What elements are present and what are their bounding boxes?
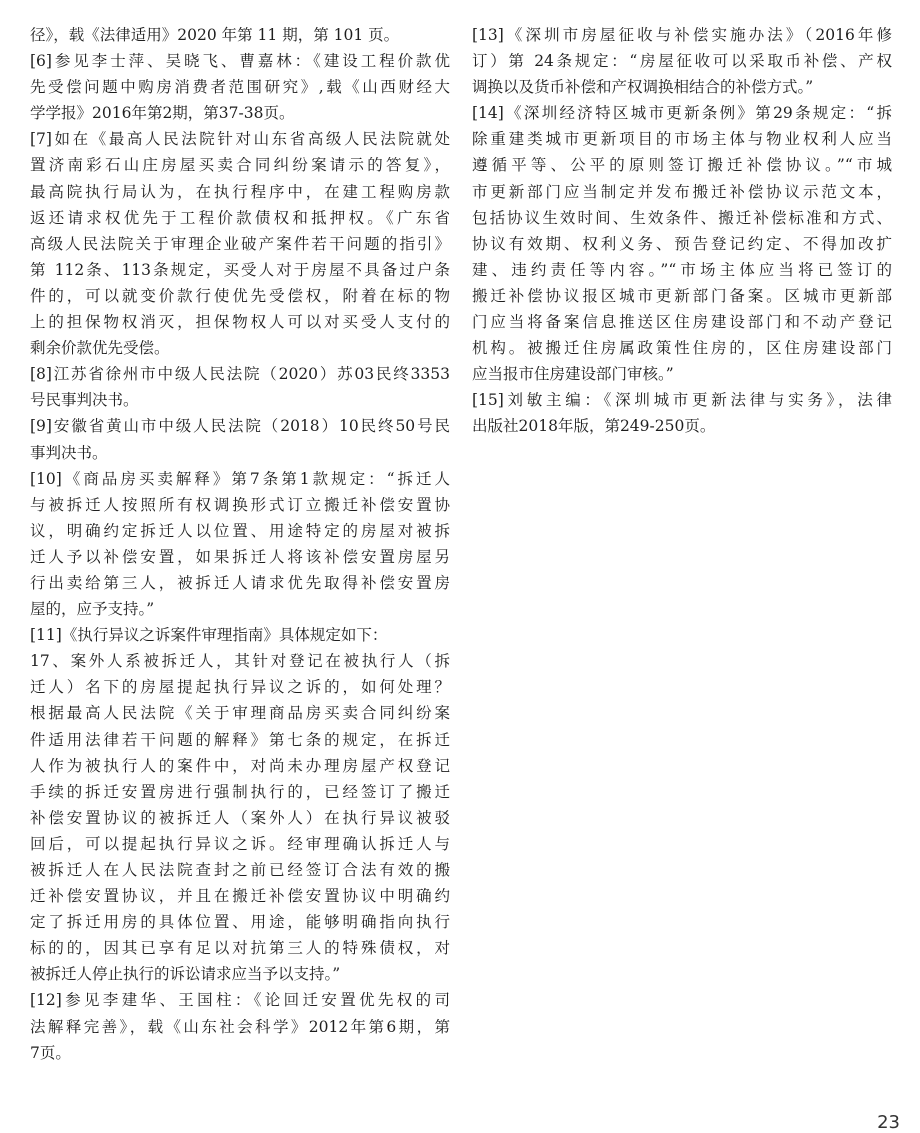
footnote-line: 建、违约责任等内容。”“市场主体应当将已签订的 xyxy=(472,260,892,279)
footnote-line: 包括协议生效时间、生效条件、搬迁补偿标准和方式、 xyxy=(472,208,892,227)
footnote-line: 上的担保物权消灭，担保物权人可以对买受人支付的 xyxy=(30,313,450,332)
footnote-line: 门应当将备案信息推送区住房建设部门和不动产登记 xyxy=(472,313,892,332)
footnote-line: [14]《深圳经济特区城市更新条例》第29条规定：“拆 xyxy=(472,104,892,123)
footnote-line: 定了拆迁用房的具体位置、用途，能够明确指向执行 xyxy=(30,913,450,932)
footnote-line: 手续的拆迁安置房进行强制执行的，已经签订了搬迁 xyxy=(30,782,450,801)
footnote-line: 遵循平等、公平的原则签订搬迁补偿协议。”“市城 xyxy=(472,156,892,175)
footnote-line: 高级人民法院关于审理企业破产案件若干问题的指引》 xyxy=(30,234,450,253)
footnote-line: 迁人）名下的房屋提起执行异议之诉的，如何处理？ xyxy=(30,678,450,697)
footnote-line: 学学报》2016年第2期，第37-38页。 xyxy=(30,104,295,123)
footnote-line: 搬迁补偿协议报区城市更新部门备案。区城市更新部 xyxy=(472,286,892,305)
footnote-line: 被拆迁人停止执行的诉讼请求应当予以支持。” xyxy=(30,965,341,984)
footnote-line: 议，明确约定拆迁人以位置、用途特定的房屋对被拆 xyxy=(30,521,450,540)
footnote-line: 7页。 xyxy=(30,1043,71,1062)
footnote-line: 17、案外人系被拆迁人，其针对登记在被执行人（拆 xyxy=(30,652,450,671)
footnote-line: 返还请求权优先于工程价款债权和抵押权。《广东省 xyxy=(30,208,450,227)
footnote-line: 补偿安置协议的被拆迁人（案外人）在执行异议被驳 xyxy=(30,808,450,827)
footnote-line: 订）第 24条规定：“房屋征收可以采取币补偿、产权 xyxy=(472,52,892,71)
footnote-line: 与被拆迁人按照所有权调换形式订立搬迁补偿安置协 xyxy=(30,495,450,514)
footnote-line: 行出卖给第三人，被拆迁人请求优先取得补偿安置房 xyxy=(30,573,450,592)
footnote-line: [11]《执行异议之诉案件审理指南》具体规定如下： xyxy=(30,626,388,645)
footnote-line: 标的的，因其已享有足以对抗第三人的特殊债权，对 xyxy=(30,939,450,958)
footnote-line: 出版社2018年版，第249-250页。 xyxy=(472,417,716,436)
footnote-line: [13]《深圳市房屋征收与补偿实施办法》（2016年修 xyxy=(472,26,892,44)
footnote-line: 市更新部门应当制定并发布搬迁补偿协议示范文本， xyxy=(472,182,892,201)
footnote-line: 剩余价款优先受偿。 xyxy=(30,339,170,358)
footnote-line: 法解释完善》，载《山东社会科学》2012年第6期，第 xyxy=(30,1017,450,1036)
footnote-line: 屋的，应予支持。” xyxy=(30,600,155,619)
footnote-line: 迁补偿安置协议，并且在搬迁补偿安置协议中明确约 xyxy=(30,887,450,906)
footnote-line: [15]刘敏主编：《深圳城市更新法律与实务》，法律 xyxy=(472,391,892,410)
footnote-line: [10]《商品房买卖解释》第7条第1款规定：“拆迁人 xyxy=(30,469,450,488)
footnotes-right-column xyxy=(472,22,892,440)
footnote-line: 迁人予以补偿安置，如果拆迁人将该补偿安置房屋另 xyxy=(30,547,450,566)
footnote-line: 应当报市住房建设部门审核。” xyxy=(472,365,674,384)
footnote-line: [9]安徽省黄山市中级人民法院（2018）10民终50号民 xyxy=(30,417,450,436)
footnote-line: 人作为被执行人的案件中，对尚未办理房屋产权登记 xyxy=(30,756,450,775)
footnote-line: 被拆迁人在人民法院查封之前已经签订合法有效的搬 xyxy=(30,861,450,879)
footnote-line: 置济南彩石山庄房屋买卖合同纠纷案请示的答复》， xyxy=(30,156,450,175)
footnote-line: 事判决书。 xyxy=(30,443,108,462)
footnote-line: 第 112条、113条规定，买受人对于房屋不具备过户条 xyxy=(30,260,450,279)
footnote-line: 件适用法律若干问题的解释》第七条的规定，在拆迁 xyxy=(30,730,450,749)
page-number: 23 xyxy=(877,1112,900,1133)
footnote-line: 先受偿问题中购房消费者范围研究》,载《山西财经大 xyxy=(30,78,450,97)
footnote-line: 回后，可以提起执行异议之诉。经审理确认拆迁人与 xyxy=(30,834,450,853)
footnote-line: 号民事判决书。 xyxy=(30,391,139,410)
footnote-line: [7]如在《最高人民法院针对山东省高级人民法院就处 xyxy=(30,130,450,149)
footnote-line: 协议有效期、权利义务、预告登记约定、不得加改扩 xyxy=(472,234,892,253)
footnotes-left-column xyxy=(30,22,450,1066)
footnote-line: 最高院执行局认为，在执行程序中，在建工程购房款 xyxy=(30,182,450,201)
footnote-line: 径》，载《法律适用》2020 年第 11 期，第 101 页。 xyxy=(30,26,400,44)
footnote-line: 件的，可以就变价款行使优先受偿权，附着在标的物 xyxy=(30,286,450,305)
footnote-line: [8]江苏省徐州市中级人民法院（2020）苏03民终3353 xyxy=(30,365,450,384)
footnote-line: [6]参见李士萍、吴晓飞、曹嘉林：《建设工程价款优 xyxy=(30,52,450,71)
footnote-line: 机构。被搬迁住房属政策性住房的，区住房建设部门 xyxy=(472,339,892,358)
footnote-line: [12]参见李建华、王国柱：《论回迁安置优先权的司 xyxy=(30,991,450,1010)
footnote-line: 除重建类城市更新项目的市场主体与物业权利人应当 xyxy=(472,130,892,149)
footnote-line: 根据最高人民法院《关于审理商品房买卖合同纠纷案 xyxy=(30,704,450,723)
footnote-line: 调换以及货币补偿和产权调换相结合的补偿方式。” xyxy=(472,78,814,97)
